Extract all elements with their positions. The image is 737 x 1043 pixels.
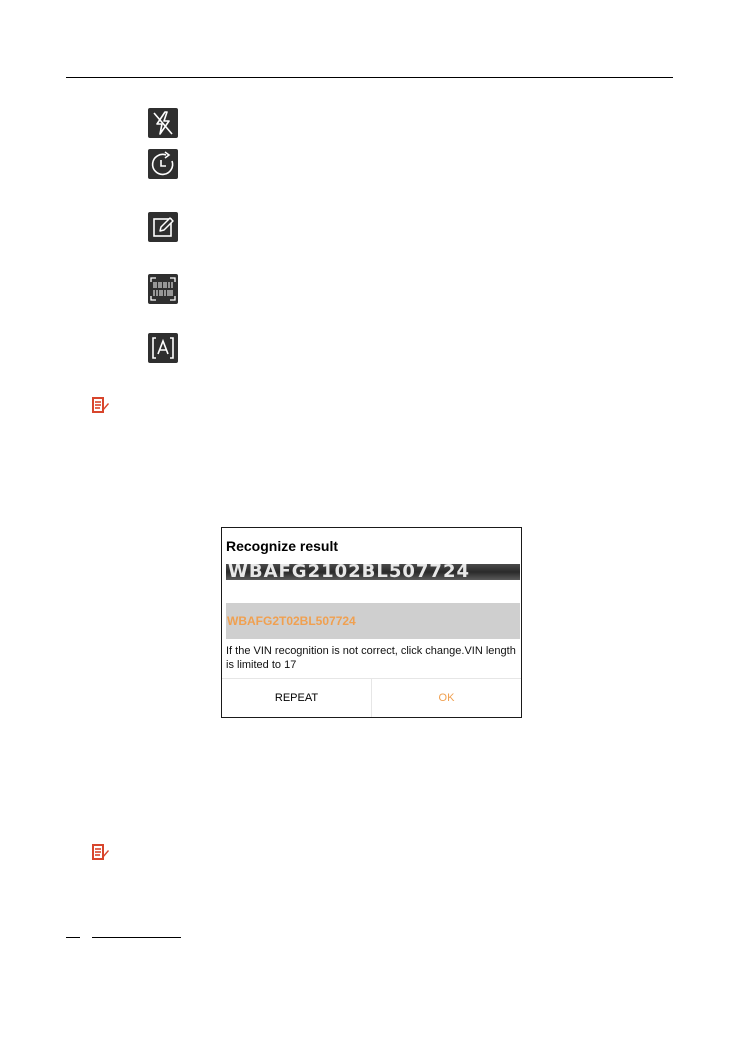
- scanned-vin-image-text: WBAFG2102BL507724: [228, 564, 471, 580]
- barcode-scan-icon: [148, 274, 178, 304]
- recognized-vin-value: WBAFG2T02BL507724: [227, 614, 356, 628]
- dialog-title: Recognize result: [226, 538, 339, 554]
- scanned-vin-image: [226, 564, 520, 580]
- text-recognition-icon: [148, 333, 178, 363]
- flash-off-icon: [148, 108, 178, 138]
- recognize-result-dialog: [221, 527, 522, 718]
- history-clock-icon: [148, 149, 178, 179]
- edit-pencil-icon: [148, 212, 178, 242]
- ok-button[interactable]: OK: [372, 678, 521, 717]
- repeat-button[interactable]: REPEAT: [222, 678, 372, 717]
- vin-hint-text: If the VIN recognition is not correct, click change.VIN length is limited to 17: [226, 645, 516, 671]
- header-rule: [66, 77, 673, 78]
- note-edit-icon: [92, 843, 110, 861]
- vin-input-field[interactable]: [226, 603, 520, 639]
- note-edit-icon: [92, 396, 110, 414]
- footer-rule-gap: [80, 935, 92, 939]
